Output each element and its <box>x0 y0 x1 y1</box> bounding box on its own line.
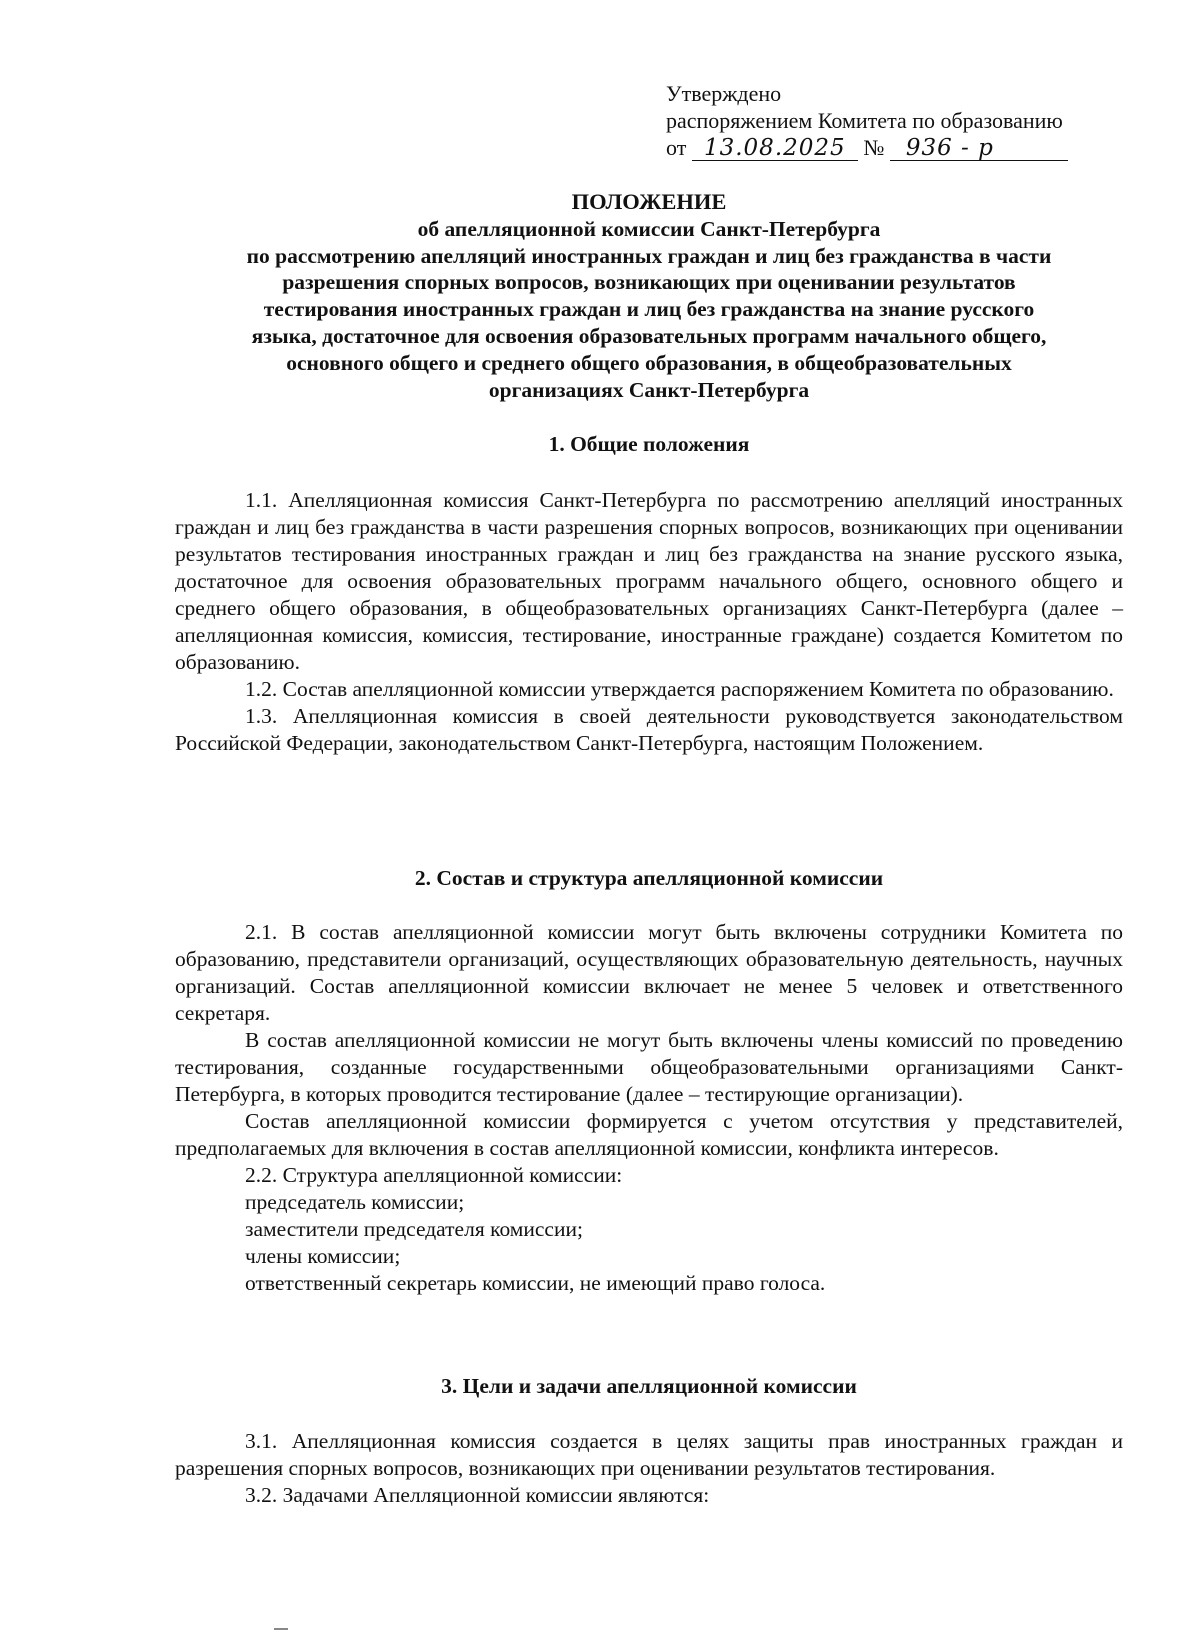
paragraph-3-2: 3.2. Задачами Апелляционной комиссии являются: <box>245 1483 710 1507</box>
from-label: от <box>666 135 687 160</box>
paragraph-1-3: 1.3. Апелляционная комиссия в своей деятельности руководствуется законодательством Российской Федерации, законодательством Санкт-Петербурга, настоящим Положением. <box>175 704 1123 755</box>
paragraph-2-1: 2.1. В состав апелляционной комиссии могут быть включены сотрудники Комитета по образованию, представители организаций, осуществляющих образовательную деятельность, научных организаций. Состав апелляционной комиссии включает не менее 5 человек и ответственного секретаря. <box>175 920 1123 1025</box>
number-label: № <box>863 135 885 160</box>
document-title <box>170 189 1128 403</box>
paragraph-1-1: 1.1. Апелляционная комиссия Санкт-Петербурга по рассмотрению апелляций иностранных граждан и лиц без гражданства в части разрешения спорных вопросов, возникающих при оценивании результатов тестирования иностранных граждан и лиц без гражданства на знание русского языка, достаточное для освоения образовательных программ начального общего, основного общего и среднего общего образования, в общеобразовательных организациях Санкт-Петербурга (далее – апелляционная комиссия, комиссия, тестирование, иностранные граждане) создается Комитетом по образованию. <box>175 488 1123 674</box>
approval-order-line: распоряжением Комитета по образованию <box>666 108 1063 133</box>
paragraph-2-2: 2.2. Структура апелляционной комиссии: <box>245 1163 623 1187</box>
structure-item: председатель комиссии; <box>245 1190 465 1214</box>
scan-artifact <box>274 1628 288 1630</box>
approval-title: Утверждено <box>666 81 782 106</box>
title-line: тестирования иностранных граждан и лиц без гражданства на знание русского <box>263 297 1035 322</box>
title-line: организациях Санкт-Петербурга <box>488 377 810 402</box>
section-3-body <box>175 1428 1123 1509</box>
section-2-heading: 2. Состав и структура апелляционной комиссии <box>414 866 884 890</box>
title-line: основного общего и среднего общего образования, в общеобразовательных <box>286 350 1012 375</box>
structure-item: члены комиссии; <box>245 1244 401 1268</box>
title-line: разрешения спорных вопросов, возникающих при оценивании результатов <box>282 270 1016 295</box>
handwritten-number: 936 - р <box>890 136 1068 161</box>
section-3-heading: 3. Цели и задачи апелляционной комиссии <box>441 1374 857 1398</box>
handwritten-date: 13.08.2025 <box>692 136 858 161</box>
title-line: языка, достаточное для освоения образовательных программ начального общего, <box>251 323 1047 348</box>
structure-item: ответственный секретарь комиссии, не имеющий право голоса. <box>245 1271 826 1295</box>
section-1-heading: 1. Общие положения <box>548 432 750 456</box>
section-2-body <box>175 919 1123 1297</box>
title-line: об апелляционной комиссии Санкт-Петербурга <box>417 216 881 241</box>
paragraph-2-1-exclusion: В состав апелляционной комиссии не могут быть включены члены комиссий по проведению тестирования, созданные государственными общеобразовательными организациями Санкт-Петербурга, в которых проводится тестирование (далее – тестирующие организации). <box>175 1028 1123 1106</box>
title-main: ПОЛОЖЕНИЕ <box>571 189 727 214</box>
paragraph-2-1-conflict: Состав апелляционной комиссии формируется с учетом отсутствия у представителей, предполагаемых для включения в состав апелляционной комиссии, конфликта интересов. <box>175 1109 1123 1160</box>
structure-item: заместители председателя комиссии; <box>245 1217 583 1241</box>
paragraph-3-1: 3.1. Апелляционная комиссия создается в целях защиты прав иностранных граждан и разрешения спорных вопросов, возникающих при оценивании результатов тестирования. <box>175 1429 1123 1480</box>
paragraph-1-2: 1.2. Состав апелляционной комиссии утверждается распоряжением Комитета по образованию. <box>245 677 1114 701</box>
approval-date-number-line <box>666 134 1068 161</box>
approval-stamp <box>666 80 1068 161</box>
section-1-body <box>175 487 1123 757</box>
title-line: по рассмотрению апелляций иностранных граждан и лиц без гражданства в части <box>246 243 1052 268</box>
